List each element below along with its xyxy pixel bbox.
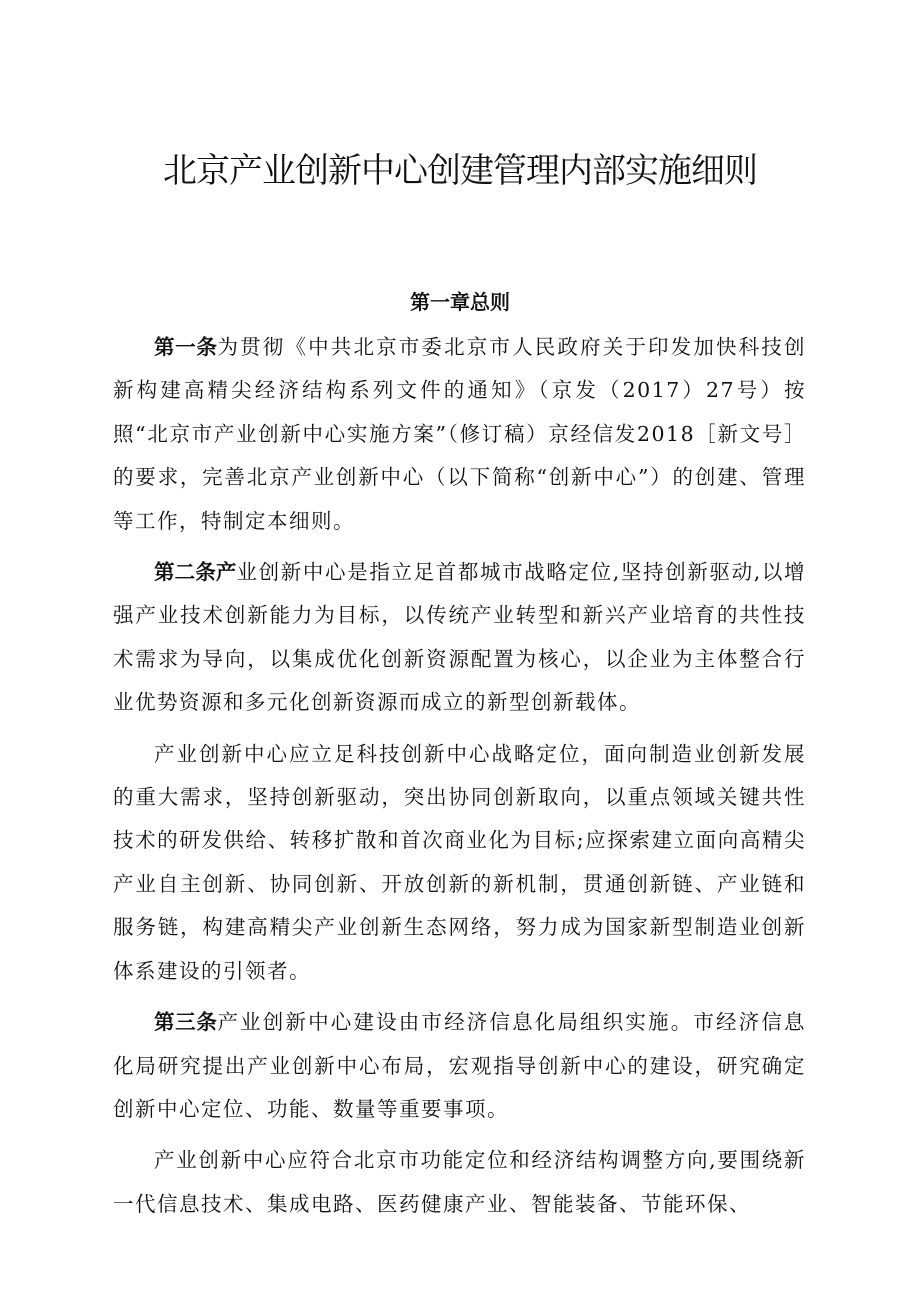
article-label: 第一条 [154, 335, 218, 359]
paragraph-text: 为贯彻《中共北京市委北京市人民政府关于印发加快科技创新构建高精尖经济结构系列文件的通知》（京发（2017）27号）按照“北京市产业创新中心实施方案”（修订稿）京经信发2018［新文号］的要求，完善北京产业创新中心（以下简称“创新中心”）的创建、管理等工作，特制定本细则。 [113, 335, 807, 533]
article-2-continuation-paragraph [113, 733, 806, 993]
paragraph-text: 业创新中心是指立足首都城市战略定位,坚持创新驱动,以增强产业技术创新能力为目标，以传统产业转型和新兴产业培育的共性技术需求为导向，以集成优化创新资源配置为核心，以企业为主体整合行业优势资源和多元化创新资源而成立的新型创新载体。 [113, 560, 807, 715]
article-label: 第二条产 [154, 560, 237, 585]
article-3-continuation-paragraph [113, 1139, 806, 1226]
article-label: 第三条 [154, 1010, 218, 1035]
paragraph-text: 产业创新中心应符合北京市功能定位和经济结构调整方向,要围绕新一代信息技术、集成电路、医药健康产业、智能装备、节能环保、 [113, 1148, 806, 1216]
paragraph-text: 产业创新中心建设由市经济信息化局组织实施。市经济信息化局研究提出产业创新中心布局，宏观指导创新中心的建设，研究确定创新中心定位、功能、数量等重要事项。 [113, 1010, 807, 1121]
document-title: 北京产业创新中心创建管理内部实施细则 [163, 151, 757, 191]
paragraph-text: 产业创新中心应立足科技创新中心战略定位，面向制造业创新发展的重大需求，坚持创新驱动，突出协同创新取向，以重点领域关键共性技术的研发供给、转移扩散和首次商业化为目标;应探索建立面向高精尖产业自主创新、协同创新、开放创新的新机制，贯通创新链、产业链和服务链，构建高精尖产业创新生态网络，努力成为国家新型制造业创新体系建设的引领者。 [113, 741, 806, 983]
article-2-paragraph [113, 551, 806, 725]
article-1-paragraph [113, 326, 806, 543]
chapter-title: 第一章总则 [410, 290, 510, 314]
article-3-paragraph [113, 1001, 806, 1131]
document-body [113, 326, 806, 1234]
